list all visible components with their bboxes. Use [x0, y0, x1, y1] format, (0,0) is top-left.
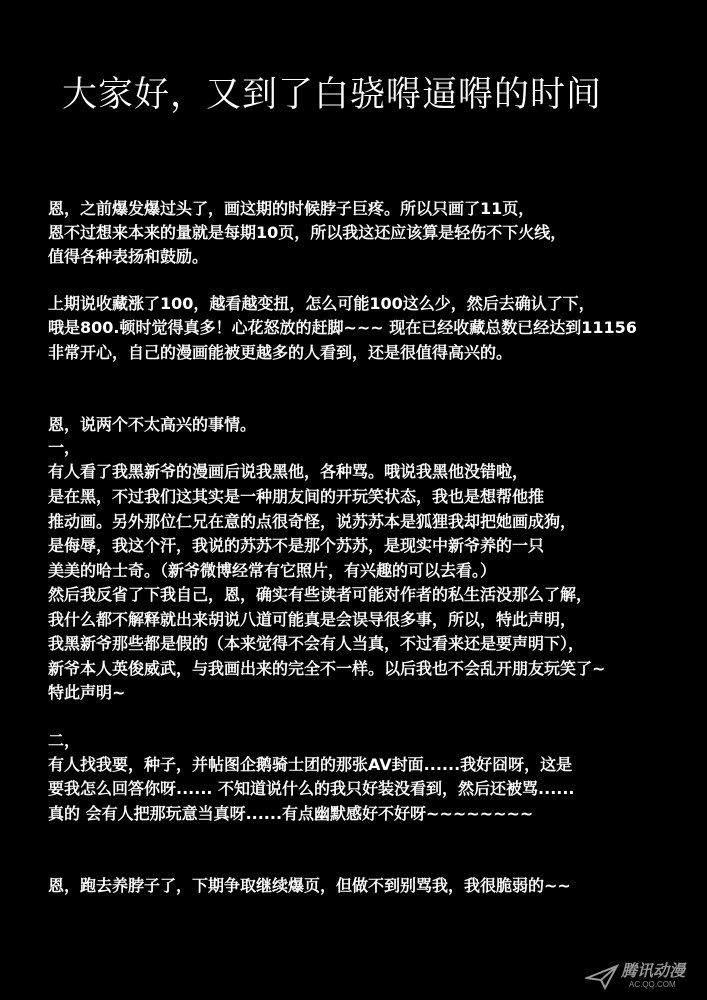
- text-line: 非常开心，自己的漫画能被更越多的人看到，还是很值得高兴的。: [48, 343, 513, 362]
- text-line: 上期说收藏涨了100，越看越变扭，怎么可能100这么少，然后去确认了下，: [48, 294, 595, 313]
- text-line: 恩，说两个不太高兴的事情。: [48, 415, 257, 434]
- logo-name: 腾讯动漫: [621, 961, 686, 980]
- text-line: 是在黑，不过我们这其实是一种朋友间的开玩笑状态，我也是想帮他推: [48, 487, 545, 506]
- logo-url: AC.QQ.COM: [629, 980, 676, 989]
- text-line: 然后我反省了下我自己，恩，确实有些读者可能对作者的私生活没那么了解，: [48, 585, 593, 604]
- text-line: 恩，之前爆发爆过头了，画这期的时候脖子巨疼。所以只画了11页，: [48, 199, 535, 218]
- tencent-comic-logo: [585, 962, 695, 992]
- text-line: 我什么都不解释就出来胡说八道可能真是会误导很多事，所以，特此声明，: [48, 610, 577, 629]
- text-line: 真的 会有人把那玩意当真呀......有点幽默感好不好呀~~~~~~~~: [48, 804, 534, 823]
- text-line: 特此声明~: [48, 683, 126, 702]
- text-line: 新爷本人英俊威武，与我画出来的完全不一样。以后我也不会乱开朋友玩笑了~: [48, 659, 606, 678]
- text-line: 一，: [48, 438, 81, 457]
- text-line: 是侮辱，我这个汗，我说的苏苏不是那个苏苏，是现实中新爷养的一只: [48, 536, 545, 555]
- text-line: 要我怎么回答你呀...... 不知道说什么的我只好装没看到，然后还被骂......: [48, 779, 575, 798]
- text-line: 有人找我要，种子，并帖图企鹅骑士团的那张AV封面......我好囧呀，这是: [48, 755, 573, 774]
- text-line: 有人看了我黑新爷的漫画后说我黑他，各种骂。哦说我黑他没错啦，: [48, 462, 529, 481]
- text-line: 二，: [48, 731, 81, 750]
- text-line: 我黑新爷那些都是假的（本来觉得不会有人当真，不过看来还是要声明下），: [48, 634, 585, 653]
- paper-plane-icon: [585, 964, 619, 990]
- text-line: 值得各种表扬和鼓励。: [48, 247, 209, 266]
- text-line: 哦是800.顿时觉得真多！心花怒放的赶脚~~~ 现在已经收藏总数已经达到11156: [48, 318, 637, 337]
- text-line: 推动画。另外那位仁兄在意的点很奇怪，说苏苏本是狐狸我却把她画成狗，: [48, 512, 577, 531]
- text-line: 恩不过想来本来的量就是每期10页，所以我这还应该算是轻伤不下火线，: [48, 223, 567, 242]
- page-title: 大家好，又到了白骁嘚逼嘚的时间: [62, 75, 603, 115]
- text-line: 恩，跑去养脖子了，下期争取继续爆页，但做不到别骂我，我很脆弱的~~: [48, 876, 571, 895]
- text-line: 美美的哈士奇。（新爷微博经常有它照片，有兴趣的可以去看。）: [48, 561, 497, 580]
